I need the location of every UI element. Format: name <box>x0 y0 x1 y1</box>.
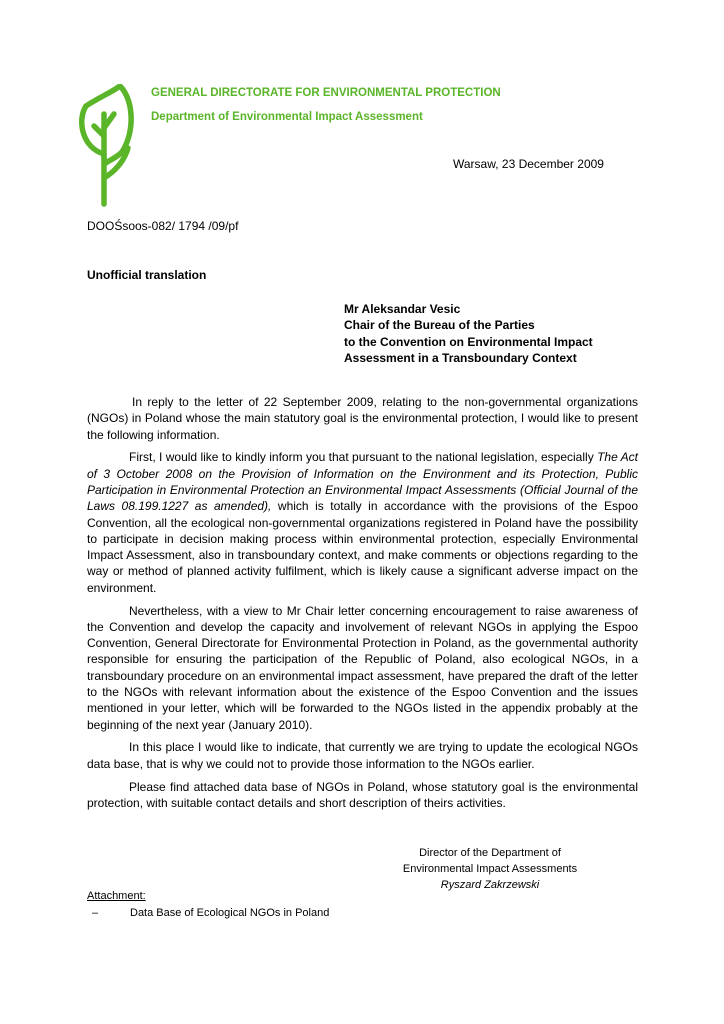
letter-body <box>87 394 638 818</box>
paragraph-5: Please find attached data base of NGOs in Poland, whose statutory goal is the environmental protection, with suitable contact details and short description of theirs activities. <box>87 779 638 810</box>
signatory-department: Environmental Impact Assessments <box>402 863 578 875</box>
attachment-item-text: Data Base of Ecological NGOs in Poland <box>130 907 330 919</box>
paragraph-2 <box>87 449 638 596</box>
recipient-title-end: Assessment in a Transboundary Context <box>344 350 577 365</box>
recipient-block <box>344 301 593 366</box>
signatory-name: Ryszard Zakrzewski <box>440 879 540 891</box>
translation-note: Unofficial translation <box>87 268 207 282</box>
signature-block <box>390 845 590 893</box>
organization-name: GENERAL DIRECTORATE FOR ENVIRONMENTAL PROTECTION <box>151 87 501 99</box>
attachment-item <box>92 907 329 919</box>
department-name: Department of Environmental Impact Assessment <box>151 111 423 123</box>
recipient-title: Chair of the Bureau of the Parties <box>344 318 535 333</box>
paragraph-1: In reply to the letter of 22 September 2009, relating to the non-governmental organizations (NGOs) in Poland whose the main statutory goal is the environmental protection, I would like to present the following information. <box>87 395 638 442</box>
act-title: The Act of 3 October 2008 on the Provision of Information on the Environment and its Protection, Public Participation in Environmental Protection an Environmental Impact Assessments (Official Journal of the Laws 08.199.1227 as amended), <box>87 450 638 514</box>
attachment-label: Attachment: <box>87 890 146 902</box>
bullet-dash: – <box>92 907 99 919</box>
letter-date: Warsaw, 23 December 2009 <box>453 157 604 171</box>
reference-number: DOOŚsoos-082/ 1794 /09/pf <box>87 219 239 233</box>
paragraph-4: In this place I would like to indicate, that currently we are trying to update the ecological NGOs data base, that is why we could not to provide those information to the NGOs earlier. <box>87 740 638 771</box>
recipient-title-cont: to the Convention on Environmental Impact <box>344 334 593 349</box>
leaf-icon <box>74 84 138 208</box>
paragraph-2-end: which is totally in accordance with the provisions of the Espoo Convention, all the ecological non-governmental organizations registered in Poland have the possibility to participate in decision making process within environmental protection, especially Environmental Impact Assessment, also in transboundary context, and make comments or objections regarding to the way or method of planned activity fulfilment, which is likely cause a significant adverse impact on the environment. <box>87 499 638 595</box>
signatory-title: Director of the Department of <box>419 847 561 859</box>
paragraph-3: Nevertheless, with a view to Mr Chair letter concerning encouragement to raise awareness of the Convention and develop the capacity and involvement of relevant NGOs in applying the Espoo Convention, General Directorate for Environmental Protection in Poland, as the governmental authority responsible for ensuring the participation of the Republic of Poland, also ecological NGOs, in a transboundary procedure on an environmental impact assessment, have prepared the draft of the letter to the NGOs with relevant information about the existence of the Espoo Convention and the issues mentioned in your letter, which will be forwarded to the NGOs listed in the appendix probably at the beginning of the next year (January 2010). <box>87 603 638 732</box>
recipient-name: Mr Aleksandar Vesic <box>344 302 461 316</box>
paragraph-2-start: First, I would like to kindly inform you that pursuant to the national legislation, especially <box>129 450 598 465</box>
